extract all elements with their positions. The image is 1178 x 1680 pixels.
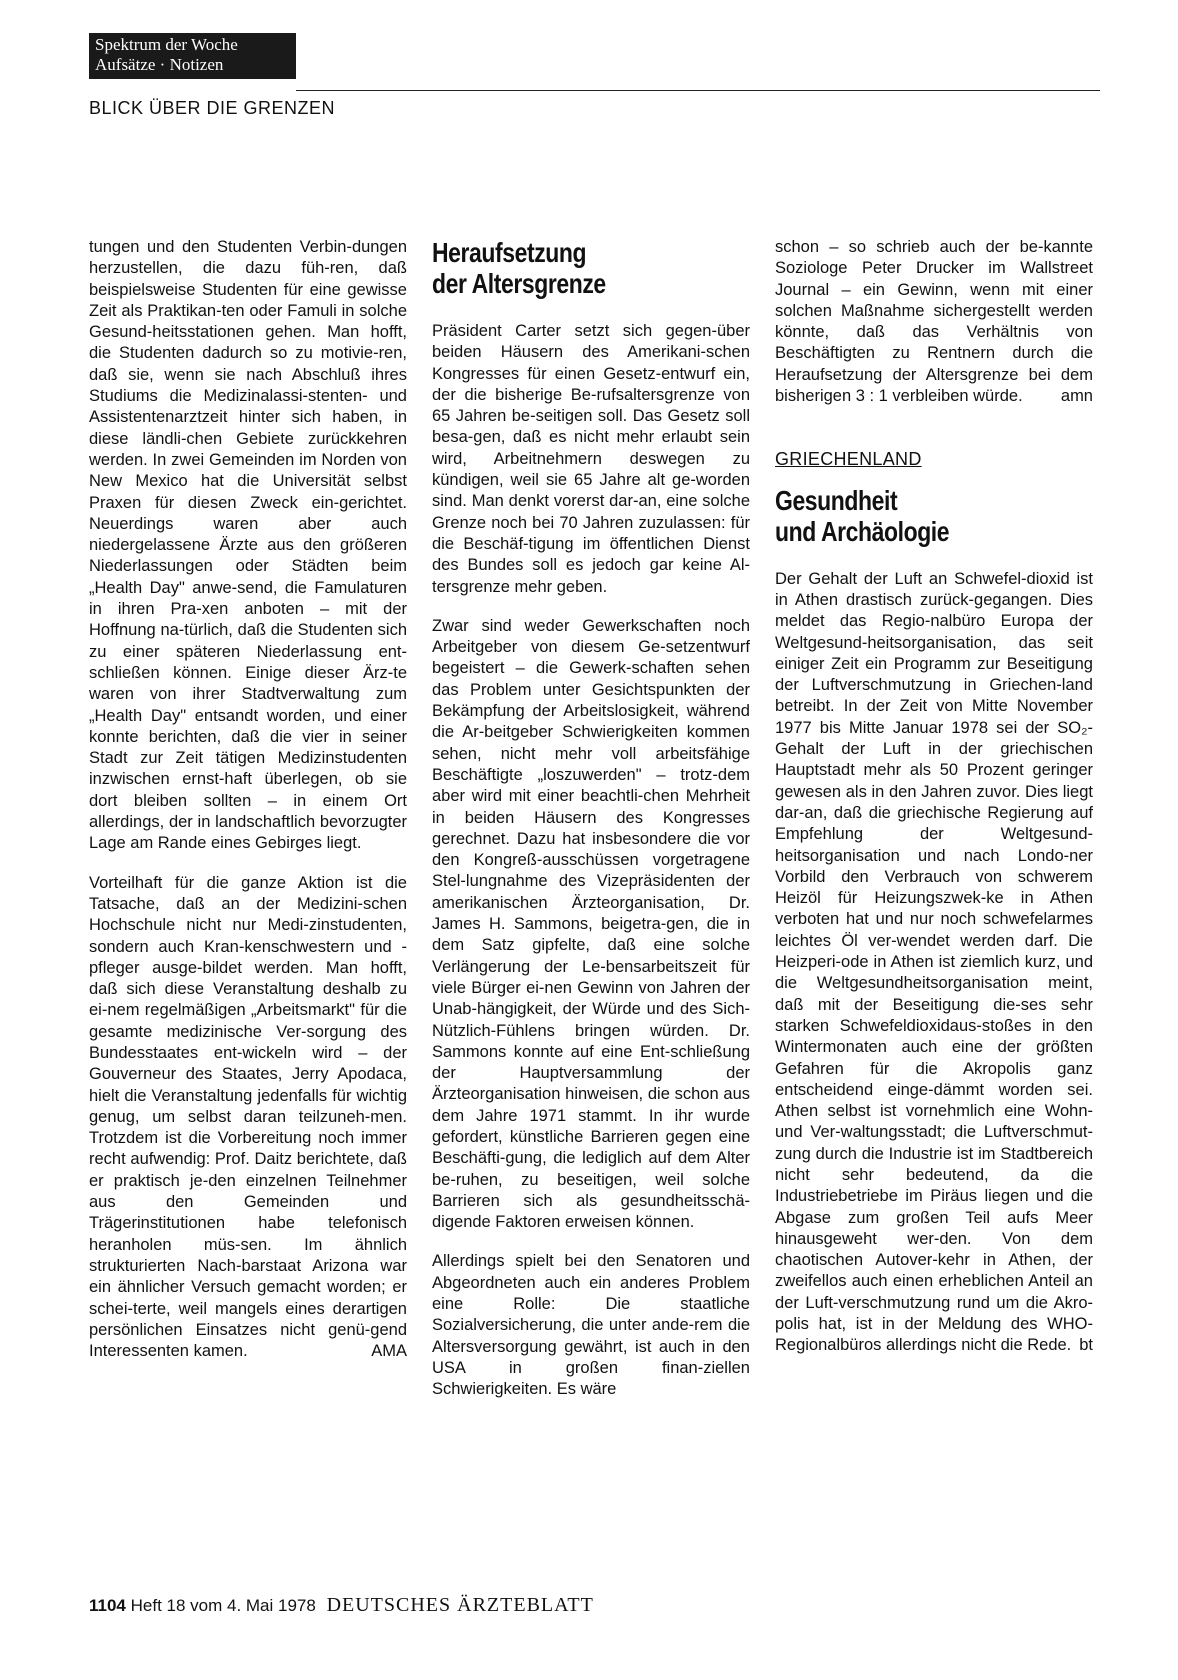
article-kicker: GRIECHENLAND	[775, 449, 922, 470]
paragraph	[775, 237, 1093, 407]
headline-line-2: und Archäologie	[775, 515, 950, 547]
paragraph-text: Der Gehalt der Luft an Schwefel-dioxid ist in Athen drastisch zurück-gegangen. Dies meldet das Regio-nalbüro Europa der Weltgesund-heitsorganisation, das seit einiger Zeit ein Programm zur Beseitigung der Luftverschmutzung in Griechen-land betreibt. In der Zeit von Mitte November 1977 bis Mitte Januar 1978 sei der SO₂-Gehalt der Luft in der griechischen Hauptstadt mehr als 50 Prozent geringer gewesen als in den Jahren zuvor. Dies liegt dar-an, daß die griechische Regierung auf Empfehlung der Weltgesund-heitsorganisation und nach Londo-ner Vorbild den Verbrauch von schwerem Heizöl für Heizungszwek-ke in Athen verboten hat und nur noch schwefelarmes leichtes Öl ver-wendet werden darf. Die Heizperi-ode in Athen ist ziemlich kurz, und die Weltgesundheitsorganisation meint, daß mit der Beseitigung die-ses sehr starken Schwefeldioxidaus-stoßes in den Wintermonaten auch eine der größten Gefahren für die Akropolis ganz entscheidend einge-dämmt worden sei. Athen selbst ist vornehmlich eine Wohn- und Ver-waltungsstadt; die Luftverschmut-zung durch die Industrie ist im Stadtbereich nicht sehr bedeutend, da die Industriebetriebe im Piräus liegen und die Abgase zum großen Teil aufs Meer hinausgeweht wer-den. Von dem chaotischen Autover-kehr in Athen, der zweifellos auch einen erheblichen Anteil an der Luft-verschmutzung rund um die Akro-polis hat, ist in der Meldung des WHO-Regionalbüros allerdings nicht die Rede.	[775, 569, 1093, 1355]
issue-info: Heft 18 vom 4. Mai 1978	[130, 1596, 316, 1615]
column-2	[432, 237, 750, 1401]
paragraph	[775, 569, 1093, 1357]
page-footer	[89, 1594, 594, 1617]
author-signature: amn	[1060, 387, 1093, 406]
rubric-box	[89, 33, 296, 79]
rubric-line-1: Spektrum der Woche	[95, 35, 238, 54]
paragraph	[89, 873, 407, 1363]
journal-title: DEUTSCHES ÄRZTEBLATT	[326, 1594, 594, 1616]
paragraph: tungen und den Studenten Verbin-dungen herzustellen, die dazu füh-ren, daß beispielsweise Studenten für eine gewisse Zeit als Praktikan-ten oder Famuli in solche Gesund-heitsstationen gehen. Man hofft, die Studenten dadurch so zu motivie-ren, daß sie, wenn sie nach Abschluß ihres Studiums die Medizinalassi-stenten- und Assistentenarztzeit hinter sich haben, in diese ländli-chen Gebiete zurückkehren werden. In zwei Gemeinden im Norden von New Mexico hat die Universität selbst Praxen für diesen Zweck ein-gerichtet. Neuerdings waren aber auch niedergelassene Ärzte aus den größeren Niederlassungen oder Städten beim „Health Day" anwe-send, die Famulaturen in ihren Pra-xen anboten – mit der Hoffnung na-türlich, daß die Studenten sich zu einer späteren Niederlassung ent-schließen können. Einige dieser Ärz-te waren von ihrer Stadtverwaltung zum „Health Day" entsandt worden, und einer konnte berichten, daß die vier in seiner Stadt zur Zeit tätigen Medizinstudenten inzwischen ernst-haft überlegen, ob sie dort bleiben sollten – in einem Ort allerdings, der in landschaftlich bevorzugter Lage am Rande eines Gebirges liegt.	[89, 238, 407, 853]
column-3	[775, 237, 1093, 1357]
paragraph: Allerdings spielt bei den Senatoren und Abgeordneten auch ein anderes Problem eine Rolle: Die staatliche Sozialversicherung, die unter ande-rem die Altersversorgung gewährt, ist auch in den USA in großen finan-ziellen Schwierigkeiten. Es wäre	[432, 1252, 750, 1399]
section-label: BLICK ÜBER DIE GRENZEN	[89, 98, 336, 118]
author-signature: AMA	[371, 1342, 407, 1361]
header-rule	[296, 90, 1100, 91]
rubric-line-2: Aufsätze · Notizen	[95, 55, 224, 74]
paragraph-text: schon – so schrieb auch der be-kannte Soziologe Peter Drucker im Wallstreet Journal – ein Gewinn, wenn mit einer solchen Maßnahme sichergestellt werden könnte, daß das Verhältnis von Beschäftigten zu Rentnern durch die Heraufsetzung der Altersgrenze bei dem bisherigen 3 : 1 verbleiben würde.	[775, 238, 1093, 406]
page-number: 1104	[89, 1596, 126, 1615]
article-headline	[775, 485, 1036, 547]
headline-line-1: Gesundheit	[775, 484, 898, 516]
headline-line-1: Heraufsetzung	[432, 237, 587, 268]
author-signature: bt	[1079, 1336, 1093, 1355]
column-1	[89, 237, 407, 1362]
paragraph-text: Vorteilhaft für die ganze Aktion ist die Tatsache, daß an der Medizini-schen Hochschule nicht nur Medi-zinstudenten, sondern auch Kran-kenschwestern und -pfleger ausge-bildet werden. Man hofft, daß sich diese Veranstaltung deshalb zu ei-nem regelmäßigen „Arbeitsmarkt" für die gesamte medizinische Ver-sorgung des Bundesstaates ent-wickeln wird – der Gouverneur des Staates, Jerry Apodaca, hielt die Veranstaltung jedenfalls für wichtig genug, um selbst daran teilzuneh-men. Trotzdem ist die Vorbereitung noch immer recht aufwendig: Prof. Daitz berichtete, daß er praktisch je-den einzelnen Teilnehmer aus den Gemeinden und Trägerinstitutionen habe telefonisch heranholen müs-sen. Im ähnlich strukturierten Nach-barstaat Arizona war ein ähnlicher Versuch gemacht worden; er schei-terte, weil mangels eines derartigen persönlichen Einsatzes nicht genü-gend Interessenten kamen.	[89, 873, 407, 1361]
article-headline	[432, 237, 693, 299]
headline-line-2: der Altersgrenze	[432, 268, 606, 299]
paragraph: Präsident Carter setzt sich gegen-über beiden Häusern des Amerikani-schen Kongresses für einen Gesetz-entwurf ein, der die bisherige Be-rufsaltersgrenze von 65 Jahren be-seitigen soll. Das Gesetz soll besa-gen, daß es nicht mehr erlaubt sein wird, Arbeitnehmern deswegen zu kündigen, weil sie 65 Jahre alt ge-worden sind. Man denkt vorerst dar-an, eine solche Grenze noch bei 70 Jahren zuzulassen: für die Beschäf-tigung im öffentlichen Dienst des Bundes soll es jedoch gar keine Al-tersgrenze mehr geben.	[432, 322, 750, 596]
paragraph: Zwar sind weder Gewerkschaften noch Arbeitgeber von diesem Ge-setzentwurf begeistert – die Gewerk-schaften sehen das Problem unter Gesichtspunkten der Bekämpfung der Arbeitslosigkeit, während die Ar-beitgeber Schwierigkeiten kommen sehen, nicht mehr voll arbeitsfähige Beschäftigte „loszuwerden" – trotz-dem aber wird mit einer beachtli-chen Mehrheit in beiden Häusern des Kongresses gerechnet. Dazu hat insbesondere die vor den Kongreß-ausschüssen vorgetragene Stel-lungnahme des Vizepräsidenten der amerikanischen Ärzteorganisation, Dr. James H. Sammons, beigetra-gen, die in dem Satz gipfelte, daß eine solche Verlängerung der Le-bensarbeitszeit für viele Bürger ei-nen Gewinn von Jahren der Unab-hängigkeit, der Würde und des Sich-Nützlich-Fühlens bringen würden. Dr. Sammons konnte auf eine Ent-schließung der Hauptversammlung der Ärzteorganisation hinweisen, die schon aus dem Jahre 1971 stammt. In ihr wurde gefordert, künstliche Barrieren gegen eine Beschäfti-gung, die lediglich auf dem Alter be-ruhen, zu beseitigen, weil solche Barrieren sich als gesundheitsschä-digende Faktoren erweisen können.	[432, 616, 750, 1232]
